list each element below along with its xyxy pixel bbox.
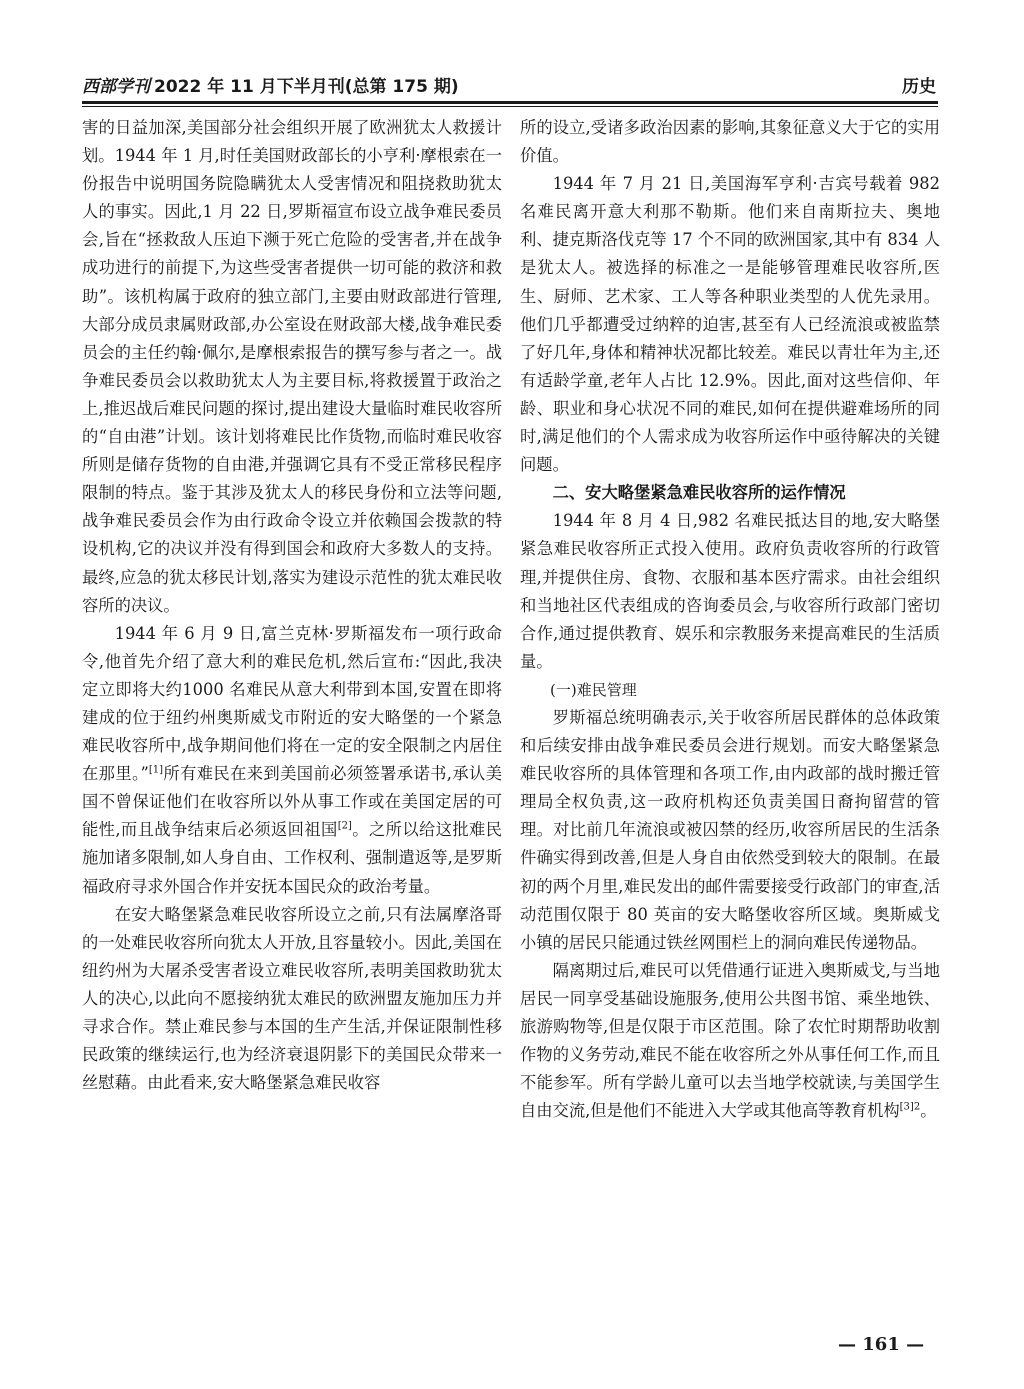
right-column — [520, 114, 940, 1125]
text-run: 。之所以给这批难民施加诸多限制,如人身自由、工作权利、强制遣返等,是罗斯福政府寻求外国合作并安抚本国民众的政治考量。 — [82, 820, 502, 896]
paragraph: 1944 年 7 月 21 日,美国海军亨利·吉宾号载着 982 名难民离开意大利那不勒斯。他们来自南斯拉夫、奥地利、捷克斯洛伐克等 17 个不同的欧洲国家,其中有 834 人是犹太人。被选择的标准之一是能够管理难民收容所,医生、厨师、艺术家、工人等各种职业类型的人优先录用。他们几乎都遭受过纳粹的迫害,甚至有人已经流浪或被监禁了好几年,身体和精神状况都比较差。难民以青壮年为主,还有适龄学童,老年人占比 12.9%。因此,面对这些信仰、年龄、职业和身心状况不同的难民,如何在提供避难场所的同时,满足他们的个人需求成为收容所运作中亟待解决的关键问题。 — [520, 174, 940, 475]
text-run: 所有难民在来到美国前必须签署承诺书,承认美国不曾保证他们在收容所以外从事工作或在美国定居的可能性,而且战争结束后必须返回祖国 — [82, 764, 502, 840]
text-run: 隔离期过后,难民可以凭借通行证进入奥斯威戈,与当地居民一同享受基础设施服务,使用公共图书馆、乘坐地铁、旅游购物等,但是仅限于市区范围。除了农忙时期帮助收割作物的义务劳动,难民不能在收容所之外从事任何工作,而且不能参军。所有学龄儿童可以去当地学校就读,与美国学生自由交流,但是他们不能进入大学或其他高等教育机构 — [520, 960, 940, 1121]
text-run: 。 — [920, 1101, 937, 1121]
header-rule-thin — [82, 106, 938, 107]
section-label: 历史 — [902, 77, 936, 97]
issue-info: 2022 年 11 月下半月刊(总第 175 期) — [154, 77, 459, 97]
page-header — [82, 72, 938, 102]
subsection-heading: (一)难民管理 — [550, 680, 637, 699]
journal-logo: 西部学刊 — [82, 77, 150, 97]
citation-ref: [1] — [148, 764, 164, 776]
paragraph: 所的设立,受诸多政治因素的影响,其象征意义大于它的实用价值。 — [520, 118, 940, 166]
left-column — [82, 114, 502, 1097]
citation-ref: [2] — [337, 820, 352, 832]
citation-ref: [3]2 — [899, 1101, 921, 1113]
paragraph — [82, 620, 502, 901]
journal-title — [82, 72, 459, 97]
text-run: 1944 年 6 月 9 日,富兰克林·罗斯福发布一项行政命令,他首先介绍了意大利的难民危机,然后宣布:“因此,我决定立即将大约1000 名难民从意大利带到本国,安置在即将建成的位于纽约州奥斯威戈市附近的安大略堡的一个紧急难民收容所中,战争期间他们将在一定的安全限制之内居住在那里。” — [82, 623, 502, 784]
section-heading: 二、安大略堡紧急难民收容所的运作情况 — [552, 483, 846, 503]
page-number: — 161 — — [838, 1334, 925, 1355]
header-rule-thick — [82, 101, 938, 104]
paragraph: 害的日益加深,美国部分社会组织开展了欧洲犹太人救援计划。1944 年 1 月,时任美国财政部长的小亨利·摩根索在一份报告中说明国务院隐瞒犹太人受害情况和阻挠救助犹太人的事实。因此,1 月 22 日,罗斯福宣布设立战争难民委员会,旨在“拯救敌人压迫下濒于死亡危险的受害者,并在战争成功进行的前提下,为这些受害者提供一切可能的救济和救助”。该机构属于政府的独立部门,主要由财政部进行管理,大部分成员隶属财政部,办公室设在财政部大楼,战争难民委员会的主任约翰·佩尔,是摩根索报告的撰写参与者之一。战争难民委员会以救助犹太人为主要目标,将救援置于政治之上,推迟战后难民问题的探讨,提出建设大量临时难民收容所的“自由港”计划。该计划将难民比作货物,而临时难民收容所则是储存货物的自由港,并强调它具有不受正常移民程序限制的特点。鉴于其涉及犹太人的移民身份和立法等问题,战争难民委员会作为由行政命令设立并依赖国会拨款的特设机构,它的决议并没有得到国会和政府大多数人的支持。最终,应急的犹太移民计划,落实为建设示范性的犹太难民收容所的决议。 — [82, 118, 502, 615]
paragraph: 1944 年 8 月 4 日,982 名难民抵达目的地,安大略堡紧急难民收容所正式投入使用。政府负责收容所的行政管理,并提供住房、食物、衣服和基本医疗需求。由社会组织和当地社区代表组成的咨询委员会,与收容所行政部门密切合作,通过提供教育、娱乐和宗教服务来提高难民的生活质量。 — [520, 511, 940, 671]
paragraph: 在安大略堡紧急难民收容所设立之前,只有法属摩洛哥的一处难民收容所向犹太人开放,且容量较小。因此,美国在纽约州为大屠杀受害者设立难民收容所,表明美国救助犹太人的决心,以此向不愿接纳犹太难民的欧洲盟友施加压力并寻求合作。禁止难民参与本国的生产生活,并保证限制性移民政策的继续运行,也为经济衰退阴影下的美国民众带来一丝慰藉。由此看来,安大略堡紧急难民收容 — [82, 904, 502, 1093]
paragraph: 罗斯福总统明确表示,关于收容所居民群体的总体政策和后续安排由战争难民委员会进行规划。而安大略堡紧急难民收容所的具体管理和各项工作,由内政部的战时搬迁管理局全权负责,这一政府机构还负责美国日裔拘留营的管理。对比前几年流浪或被囚禁的经历,收容所居民的生活条件确实得到改善,但是人身自由依然受到较大的限制。在最初的两个月里,难民发出的邮件需要接受行政部门的审查,活动范围仅限于 80 英亩的安大略堡收容所区域。奥斯威戈小镇的居民只能通过铁丝网围栏上的洞向难民传递物品。 — [520, 707, 940, 952]
paragraph — [520, 957, 940, 1126]
